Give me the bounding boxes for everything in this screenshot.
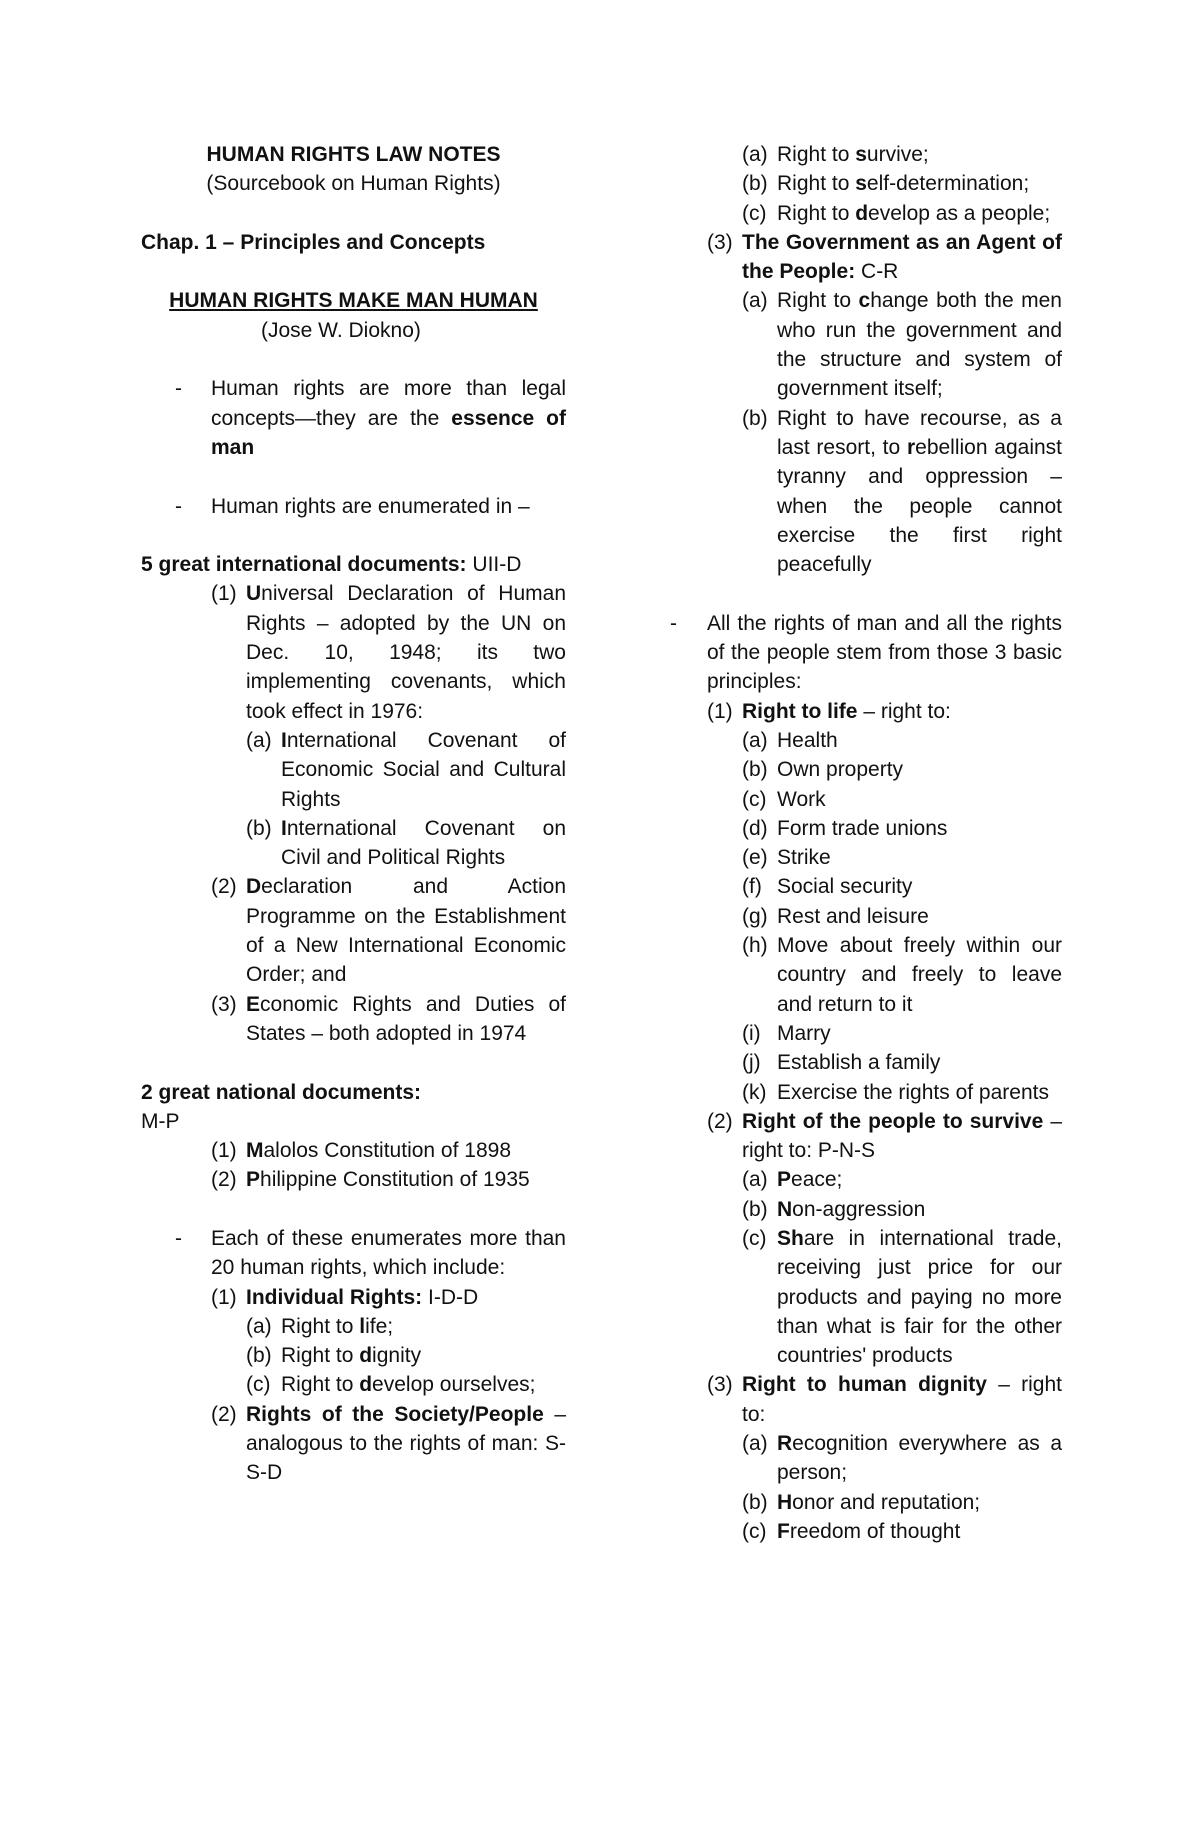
- list-item: (a) Right to life;: [246, 1314, 394, 1338]
- list-item: (c) Share in international trade, receiving just price for our products and paying no more than what is fair for the other countries' products: [742, 1226, 1062, 1368]
- list-item: (d) Form trade unions: [742, 816, 948, 840]
- list-item: (1) Malolos Constitution of 1898: [211, 1139, 511, 1163]
- natl-documents-code: M-P: [141, 1109, 180, 1133]
- left-column: [141, 140, 566, 1488]
- list-item: (c) Right to develop as a people;: [742, 201, 1051, 225]
- bullet-basic-principles: - All the rights of man and all the rights of the people stem from those 3 basic principles:: [670, 609, 1062, 697]
- list-item: (1) Universal Declaration of Human Rights – adopted by the UN on Dec. 10, 1948; its two implementing covenants, which took effect in 1976:: [211, 582, 566, 723]
- natl-documents-heading: 2 great national documents:: [141, 1080, 422, 1104]
- list-item: (b) Honor and reputation;: [742, 1490, 981, 1514]
- chapter-heading: Chap. 1 – Principles and Concepts: [141, 230, 486, 254]
- list-item: (h) Move about freely within our country and freely to leave and return to it: [742, 934, 1062, 1016]
- list-item: (a) Right to change both the men who run the government and the structure and system of government itself;: [742, 289, 1062, 401]
- list-item: (j) Establish a family: [742, 1051, 941, 1075]
- list-item: (e) Strike: [742, 846, 831, 870]
- list-item: (3) The Government as an Agent of the People: C-R: [707, 230, 1062, 284]
- list-item: (2) Philippine Constitution of 1935: [211, 1168, 530, 1192]
- list-item: (b) Own property: [742, 758, 904, 782]
- section-heading: HUMAN RIGHTS MAKE MAN HUMAN: [169, 289, 538, 313]
- bullet-marker: -: [175, 494, 182, 518]
- list-item: (a) International Covenant of Economic Social and Cultural Rights: [246, 728, 566, 811]
- list-item: (1) Individual Rights: I-D-D: [211, 1285, 479, 1309]
- list-item: (b) Right to dignity: [246, 1344, 422, 1368]
- list-item: (g) Rest and leisure: [742, 904, 929, 928]
- bullet-marker: -: [175, 377, 182, 401]
- list-item: (a) Recognition everywhere as a person;: [742, 1432, 1062, 1485]
- list-item: (c) Work: [742, 787, 826, 811]
- list-item: (f) Social security: [742, 875, 913, 899]
- right-column: [670, 140, 1062, 1546]
- bullet-marker: -: [175, 1226, 182, 1250]
- list-item: (2) Right of the people to survive – right to: P-N-S: [707, 1109, 1062, 1163]
- list-item: (k) Exercise the rights of parents: [742, 1080, 1049, 1104]
- intl-documents-heading: 5 great international documents: UII-D: [141, 553, 522, 577]
- list-item: (2) Declaration and Action Programme on the Establishment of a New International Economic Order; and: [211, 875, 566, 987]
- author-line: (Jose W. Diokno): [261, 318, 421, 342]
- list-item: (a) Peace;: [742, 1168, 843, 1192]
- bullet-enumerated: - Human rights are enumerated in –: [141, 492, 566, 521]
- bullet-essence: - Human rights are more than legal concepts—they are the essence of man: [141, 374, 566, 462]
- list-item: (c) Freedom of thought: [742, 1519, 961, 1543]
- document-subtitle: (Sourcebook on Human Rights): [206, 172, 501, 196]
- list-item: (3) Economic Rights and Duties of States – both adopted in 1974: [211, 992, 566, 1045]
- list-item: (b) Non-aggression: [742, 1197, 926, 1221]
- bullet-marker: -: [670, 611, 677, 635]
- list-item: (3) Right to human dignity – right to:: [707, 1373, 1062, 1426]
- list-item: (a) Right to survive;: [742, 143, 929, 166]
- list-item: (1) Right to life – right to:: [707, 699, 951, 723]
- list-item: (c) Right to develop ourselves;: [246, 1373, 536, 1397]
- list-item: (b) International Covenant on Civil and Political Rights: [246, 816, 566, 870]
- list-item: (i) Marry: [742, 1021, 831, 1045]
- list-item: (b) Right to have recourse, as a last resort, to rebellion against tyranny and oppression – when the people cannot exercise the first right peacefully: [742, 406, 1062, 577]
- document-title: HUMAN RIGHTS LAW NOTES: [206, 143, 501, 166]
- list-item: (b) Right to self-determination;: [742, 172, 1030, 196]
- list-item: (2) Rights of the Society/People – analogous to the rights of man: S-S-D: [211, 1402, 566, 1485]
- list-item: (a) Health: [742, 728, 838, 752]
- bullet-each-enumerates: - Each of these enumerates more than 20 human rights, which include:: [141, 1224, 566, 1283]
